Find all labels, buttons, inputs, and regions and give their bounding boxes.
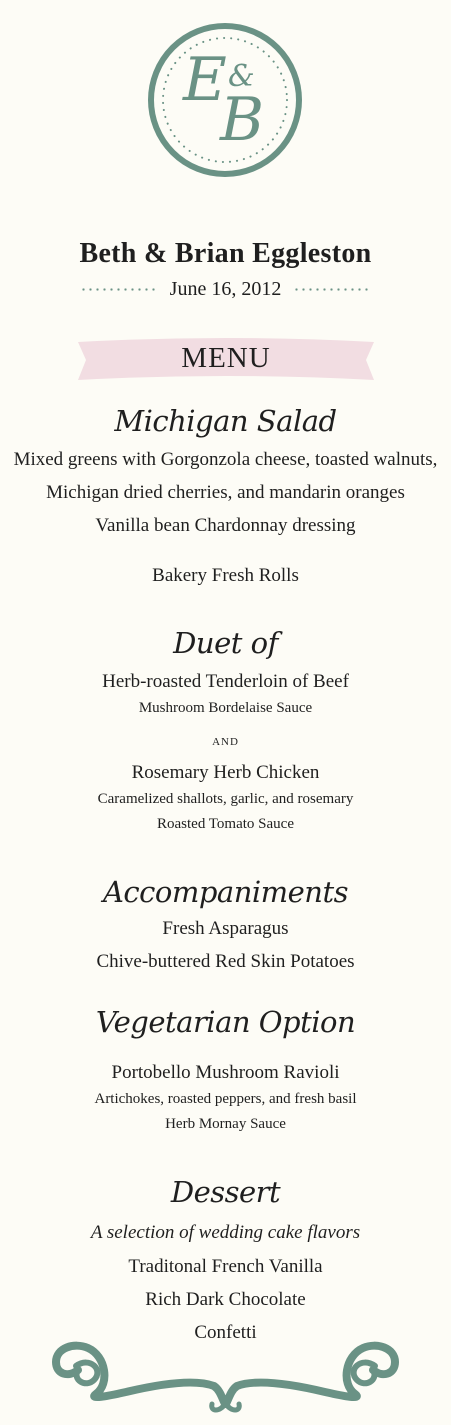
vegetarian-sauce: Herb Mornay Sauce [165,1116,286,1132]
beef-entree: Herb-roasted Tenderloin of Beef [102,671,349,692]
dotted-divider-left [80,288,158,291]
section-heading-vegetarian: Vegetarian Option [95,1005,356,1039]
couple-names: Beth & Brian Eggleston [79,238,372,269]
accompaniment-asparagus: Fresh Asparagus [162,918,289,939]
salad-line-2: Michigan dried cherries, and mandarin oranges [46,482,405,503]
salad-dressing: Vanilla bean Chardonnay dressing [95,515,356,536]
monogram-ampersand: & [228,59,255,94]
dessert-vanilla: Traditonal French Vanilla [128,1256,323,1277]
date-row [0,278,451,304]
section-heading-duet: Duet of [173,626,278,660]
vegetarian-ravioli: Portobello Mushroom Ravioli [111,1062,340,1083]
and-separator: AND [212,736,239,748]
salad-line-1: Mixed greens with Gorgonzola cheese, toasted walnuts, [13,449,438,470]
monogram-initial-b: B [220,85,265,155]
section-heading-dessert: Dessert [170,1175,281,1209]
menu-banner [76,336,376,382]
section-heading-accompaniments: Accompaniments [102,875,349,909]
dessert-confetti: Confetti [194,1322,257,1343]
bakery-rolls: Bakery Fresh Rolls [152,565,299,586]
dessert-intro: A selection of wedding cake flavors [90,1222,361,1243]
section-heading-salad: Michigan Salad [114,404,337,438]
chicken-sauce: Roasted Tomato Sauce [157,816,294,832]
flourish-ornament-icon [48,1340,403,1415]
dessert-chocolate: Rich Dark Chocolate [145,1289,306,1310]
chicken-description: Caramelized shallots, garlic, and rosemary [97,791,354,807]
accompaniment-potatoes: Chive-buttered Red Skin Potatoes [96,951,355,972]
menu-banner-label: MENU [181,342,271,374]
monogram-initial-e: E [183,45,227,115]
beef-sauce: Mushroom Bordelaise Sauce [138,700,313,716]
wedding-date: June 16, 2012 [169,278,282,300]
vegetarian-description: Artichokes, roasted peppers, and fresh basil [94,1091,357,1107]
monogram-seal [145,20,305,180]
chicken-entree: Rosemary Herb Chicken [131,762,320,783]
dotted-divider-right [293,288,371,291]
